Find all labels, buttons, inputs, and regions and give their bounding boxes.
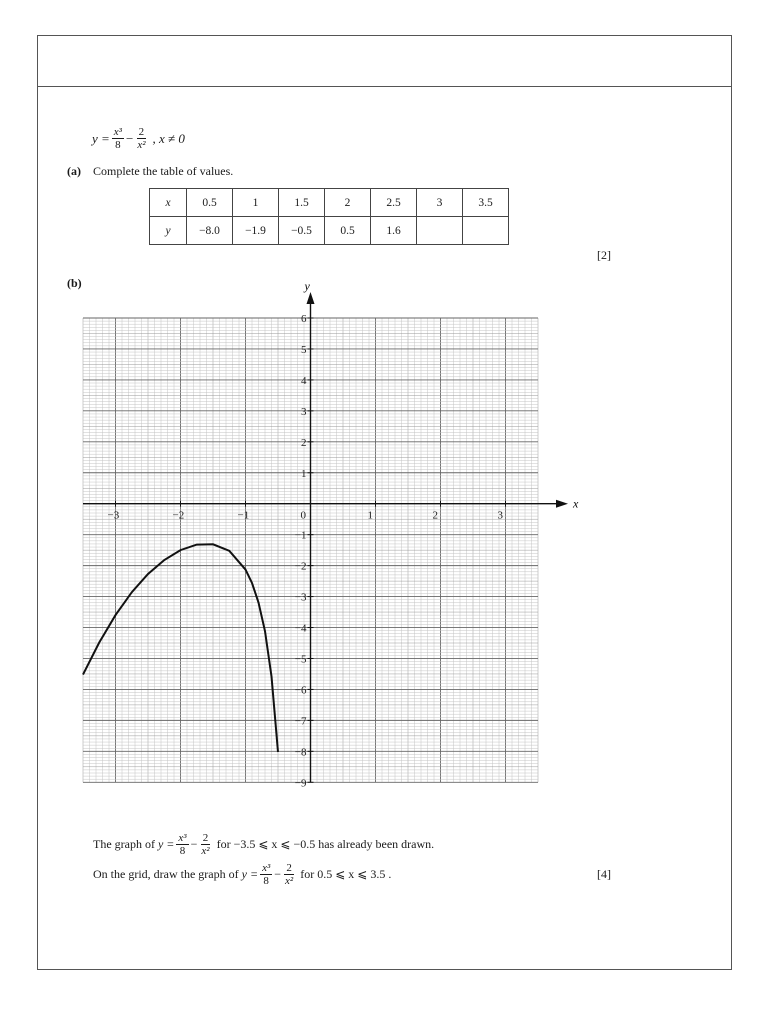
equation-lhs: y = xyxy=(241,867,259,881)
x-tick-label: 3 xyxy=(497,509,503,522)
inline-equation xyxy=(242,862,298,887)
y-tick-label: 1 xyxy=(301,467,307,480)
table-row-x xyxy=(150,189,509,217)
y-tick-label: 5 xyxy=(301,343,307,356)
table-header-x: x xyxy=(150,189,187,217)
table-header-y: y xyxy=(150,217,187,245)
table-cell-y: −8.0 xyxy=(187,217,233,245)
fraction-2-over-x-squared xyxy=(199,832,211,857)
table-cell-x: 3 xyxy=(417,189,463,217)
table-of-values xyxy=(149,188,509,245)
table-row-y xyxy=(150,217,509,245)
minus-sign: − xyxy=(190,837,198,851)
fraction-x-cubed-over-8 xyxy=(260,862,272,887)
minus-sign: − xyxy=(274,867,282,881)
y-tick-label: −6 xyxy=(294,684,307,697)
line1-suffix: for −3.5 ⩽ x ⩽ −0.5 has already been drawn. xyxy=(216,837,435,851)
fraction-x-cubed-over-8 xyxy=(112,126,124,151)
minus-sign: − xyxy=(125,130,134,146)
table-cell-x: 2 xyxy=(325,189,371,217)
part-a-marks: [2] xyxy=(597,248,611,262)
fraction-numerator: 2 xyxy=(202,832,209,844)
fraction-denominator: x² xyxy=(201,845,210,857)
x-tick-label: 2 xyxy=(432,509,438,522)
table-cell-y: 0.5 xyxy=(325,217,371,245)
y-tick-label: −5 xyxy=(294,653,307,666)
part-b-line-1 xyxy=(93,832,434,857)
y-tick-label: −7 xyxy=(294,715,307,728)
fraction-2-over-x-squared xyxy=(135,126,147,151)
graph-container xyxy=(70,283,580,798)
y-tick-label: −1 xyxy=(294,529,307,542)
table-cell-x: 1 xyxy=(233,189,279,217)
x-tick-label: −3 xyxy=(107,509,120,522)
x-axis-arrow xyxy=(556,500,568,508)
inline-equation xyxy=(158,832,214,857)
y-tick-label: −4 xyxy=(294,622,307,635)
fraction-denominator: 8 xyxy=(263,875,269,887)
y-axis-label: y xyxy=(304,283,310,293)
fraction-denominator: x² xyxy=(285,875,294,887)
table-cell-x: 2.5 xyxy=(371,189,417,217)
y-tick-label: −3 xyxy=(294,591,307,604)
equation xyxy=(92,126,185,151)
table-cell-x: 3.5 xyxy=(463,189,509,217)
x-tick-label: 0 xyxy=(300,509,306,522)
x-tick-label: −2 xyxy=(172,509,185,522)
x-axis-label: x xyxy=(573,496,579,511)
y-axis-arrow xyxy=(307,292,315,304)
y-tick-label: −8 xyxy=(294,746,307,759)
fraction-numerator: x³ xyxy=(262,862,271,874)
equation-lhs: y = xyxy=(157,837,175,851)
x-tick-label: 1 xyxy=(367,509,373,522)
table-cell-y: 1.6 xyxy=(371,217,417,245)
table-cell-y: −1.9 xyxy=(233,217,279,245)
y-tick-label: −9 xyxy=(294,777,307,790)
part-b-marks: [4] xyxy=(597,867,611,881)
fraction-x-cubed-over-8 xyxy=(176,832,188,857)
y-tick-label: 6 xyxy=(301,313,307,325)
fraction-denominator: x² xyxy=(137,139,146,151)
fraction-numerator: 2 xyxy=(138,126,145,138)
part-b-label: (b) xyxy=(67,276,82,290)
table-cell-y-blank[interactable] xyxy=(417,217,463,245)
line2-suffix: for 0.5 ⩽ x ⩽ 3.5 . xyxy=(300,867,392,881)
part-b-line-2 xyxy=(93,862,391,887)
graph-grid-chart[interactable] xyxy=(70,283,580,793)
fraction-numerator: x³ xyxy=(113,126,122,138)
table-cell-x: 0.5 xyxy=(187,189,233,217)
y-tick-label: 3 xyxy=(301,405,307,418)
line1-prefix: The graph of xyxy=(93,837,155,851)
table-cell-y: −0.5 xyxy=(279,217,325,245)
part-a-instruction: Complete the table of values. xyxy=(93,164,234,178)
header-rule xyxy=(37,86,732,87)
y-tick-label: 2 xyxy=(301,436,307,449)
fraction-numerator: x³ xyxy=(178,832,187,844)
fraction-numerator: 2 xyxy=(286,862,292,874)
line2-prefix: On the grid, draw the graph of xyxy=(93,867,239,881)
y-tick-label: 4 xyxy=(301,374,307,387)
equation-condition: , x ≠ 0 xyxy=(152,130,185,146)
part-a-label: (a) xyxy=(67,164,81,178)
table-cell-x: 1.5 xyxy=(279,189,325,217)
fraction-denominator: 8 xyxy=(115,139,121,151)
table-cell-y-blank[interactable] xyxy=(463,217,509,245)
fraction-denominator: 8 xyxy=(179,845,186,857)
equation-lhs: y = xyxy=(92,130,110,146)
y-tick-label: −2 xyxy=(294,560,307,573)
fraction-2-over-x-squared xyxy=(283,862,295,887)
x-tick-label: −1 xyxy=(237,509,250,522)
